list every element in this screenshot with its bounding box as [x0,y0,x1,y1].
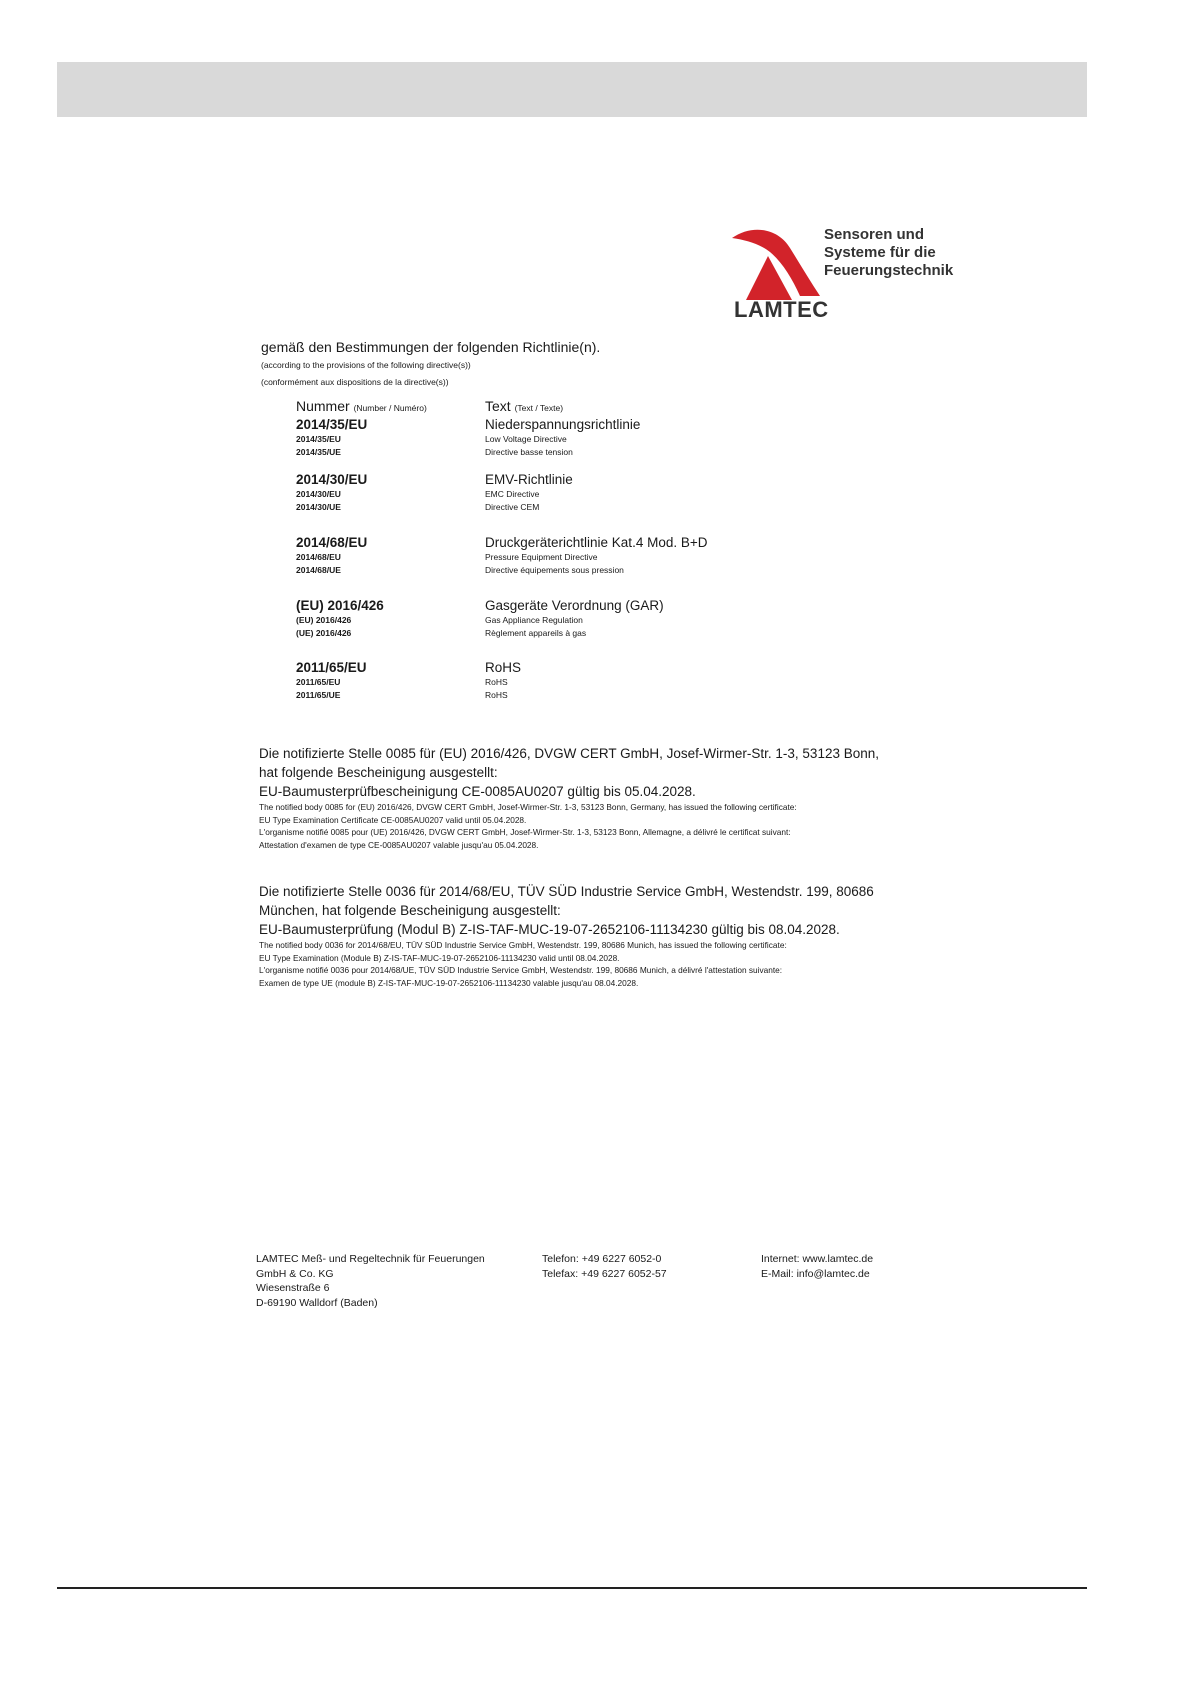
logo-brand: LAMTEC [734,297,829,322]
logo-tagline: Sensoren und Systeme für die Feuerungstechnik [824,226,954,279]
lamtec-logo [730,222,970,322]
intro [261,339,600,389]
header-bar [57,62,1087,117]
lamtec-flame-icon [730,226,822,304]
column-header-number: Nummer (Number / Numéro) [296,398,427,414]
footer-phone: Telefon: +49 6227 6052-0 Telefax: +49 6227 6052-57 [542,1253,667,1280]
notified-body-notice: Die notifizierte Stelle 0036 für 2014/68/EU, TÜV SÜD Industrie Service GmbH, Westendstr. 199, 80686 München, hat folgende Bescheinigung ausgestellt: EU-Baumusterprüfung (Modul B) Z-IS-TAF-MUC-19-07-2652106-11134230 gültig bis 08.04.2028. The notified body 0036 for 2014/68/EU, TÜV SÜD Industrie Service GmbH, Westendstr. 199, 80686 Munich, has issued the following certificate: EU Type Examination (Module B) Z-IS-TAF-MUC-19-07-2652106-11134230 valid until 08.04.2028. L'organisme notifié 0036 pour 2014/68/UE, TÜV SÜD Industrie Service GmbH, Westendstr. 199, 80686 Munich, a délivré l'attestation suivante: Examen de type UE (module B) Z-IS-TAF-MUC-19-07-2652106-11134230 valable jusqu'au 08.04.2028. [259,884,874,988]
notified-body-notice: Die notifizierte Stelle 0085 für (EU) 2016/426, DVGW CERT GmbH, Josef-Wirmer-Str. 1-3, 53123 Bonn, hat folgende Bescheinigung ausgestellt: EU-Baumusterprüfbescheinigung CE-0085AU0207 gültig bis 05.04.2028. The notified body 0085 for (EU) 2016/426, DVGW CERT GmbH, Josef-Wirmer-Str. 1-3, 53123 Bonn, Germany, has issued the following certificate: EU Type Examination Certificate CE-0085AU0207 valid until 05.04.2028. L'organisme notifié 0085 pour (UE) 2016/426, DVGW CERT GmbH, Josef-Wirmer-Str. 1-3, 53123 Bonn, Allemagne, a délivré le certificat suivant: Attestation d'examen de type CE-0085AU0207 valable jusqu'au 05.04.2028. [259,746,879,850]
intro-en: (according to the provisions of the following directive(s)) [261,360,471,370]
column-header-text: Text (Text / Texte) [485,398,564,414]
footer-divider [57,1587,1087,1589]
intro-fr: (conformément aux dispositions de la directive(s)) [261,377,449,387]
footer-address: LAMTEC Meß- und Regeltechnik für Feuerungen GmbH & Co. KG Wiesenstraße 6 D-69190 Walldorf (Baden) [256,1253,485,1309]
intro-de: gemäß den Bestimmungen der folgenden Richtlinie(n). [261,339,601,355]
footer-web: Internet: www.lamtec.de E-Mail: info@lamtec.de [761,1253,874,1280]
